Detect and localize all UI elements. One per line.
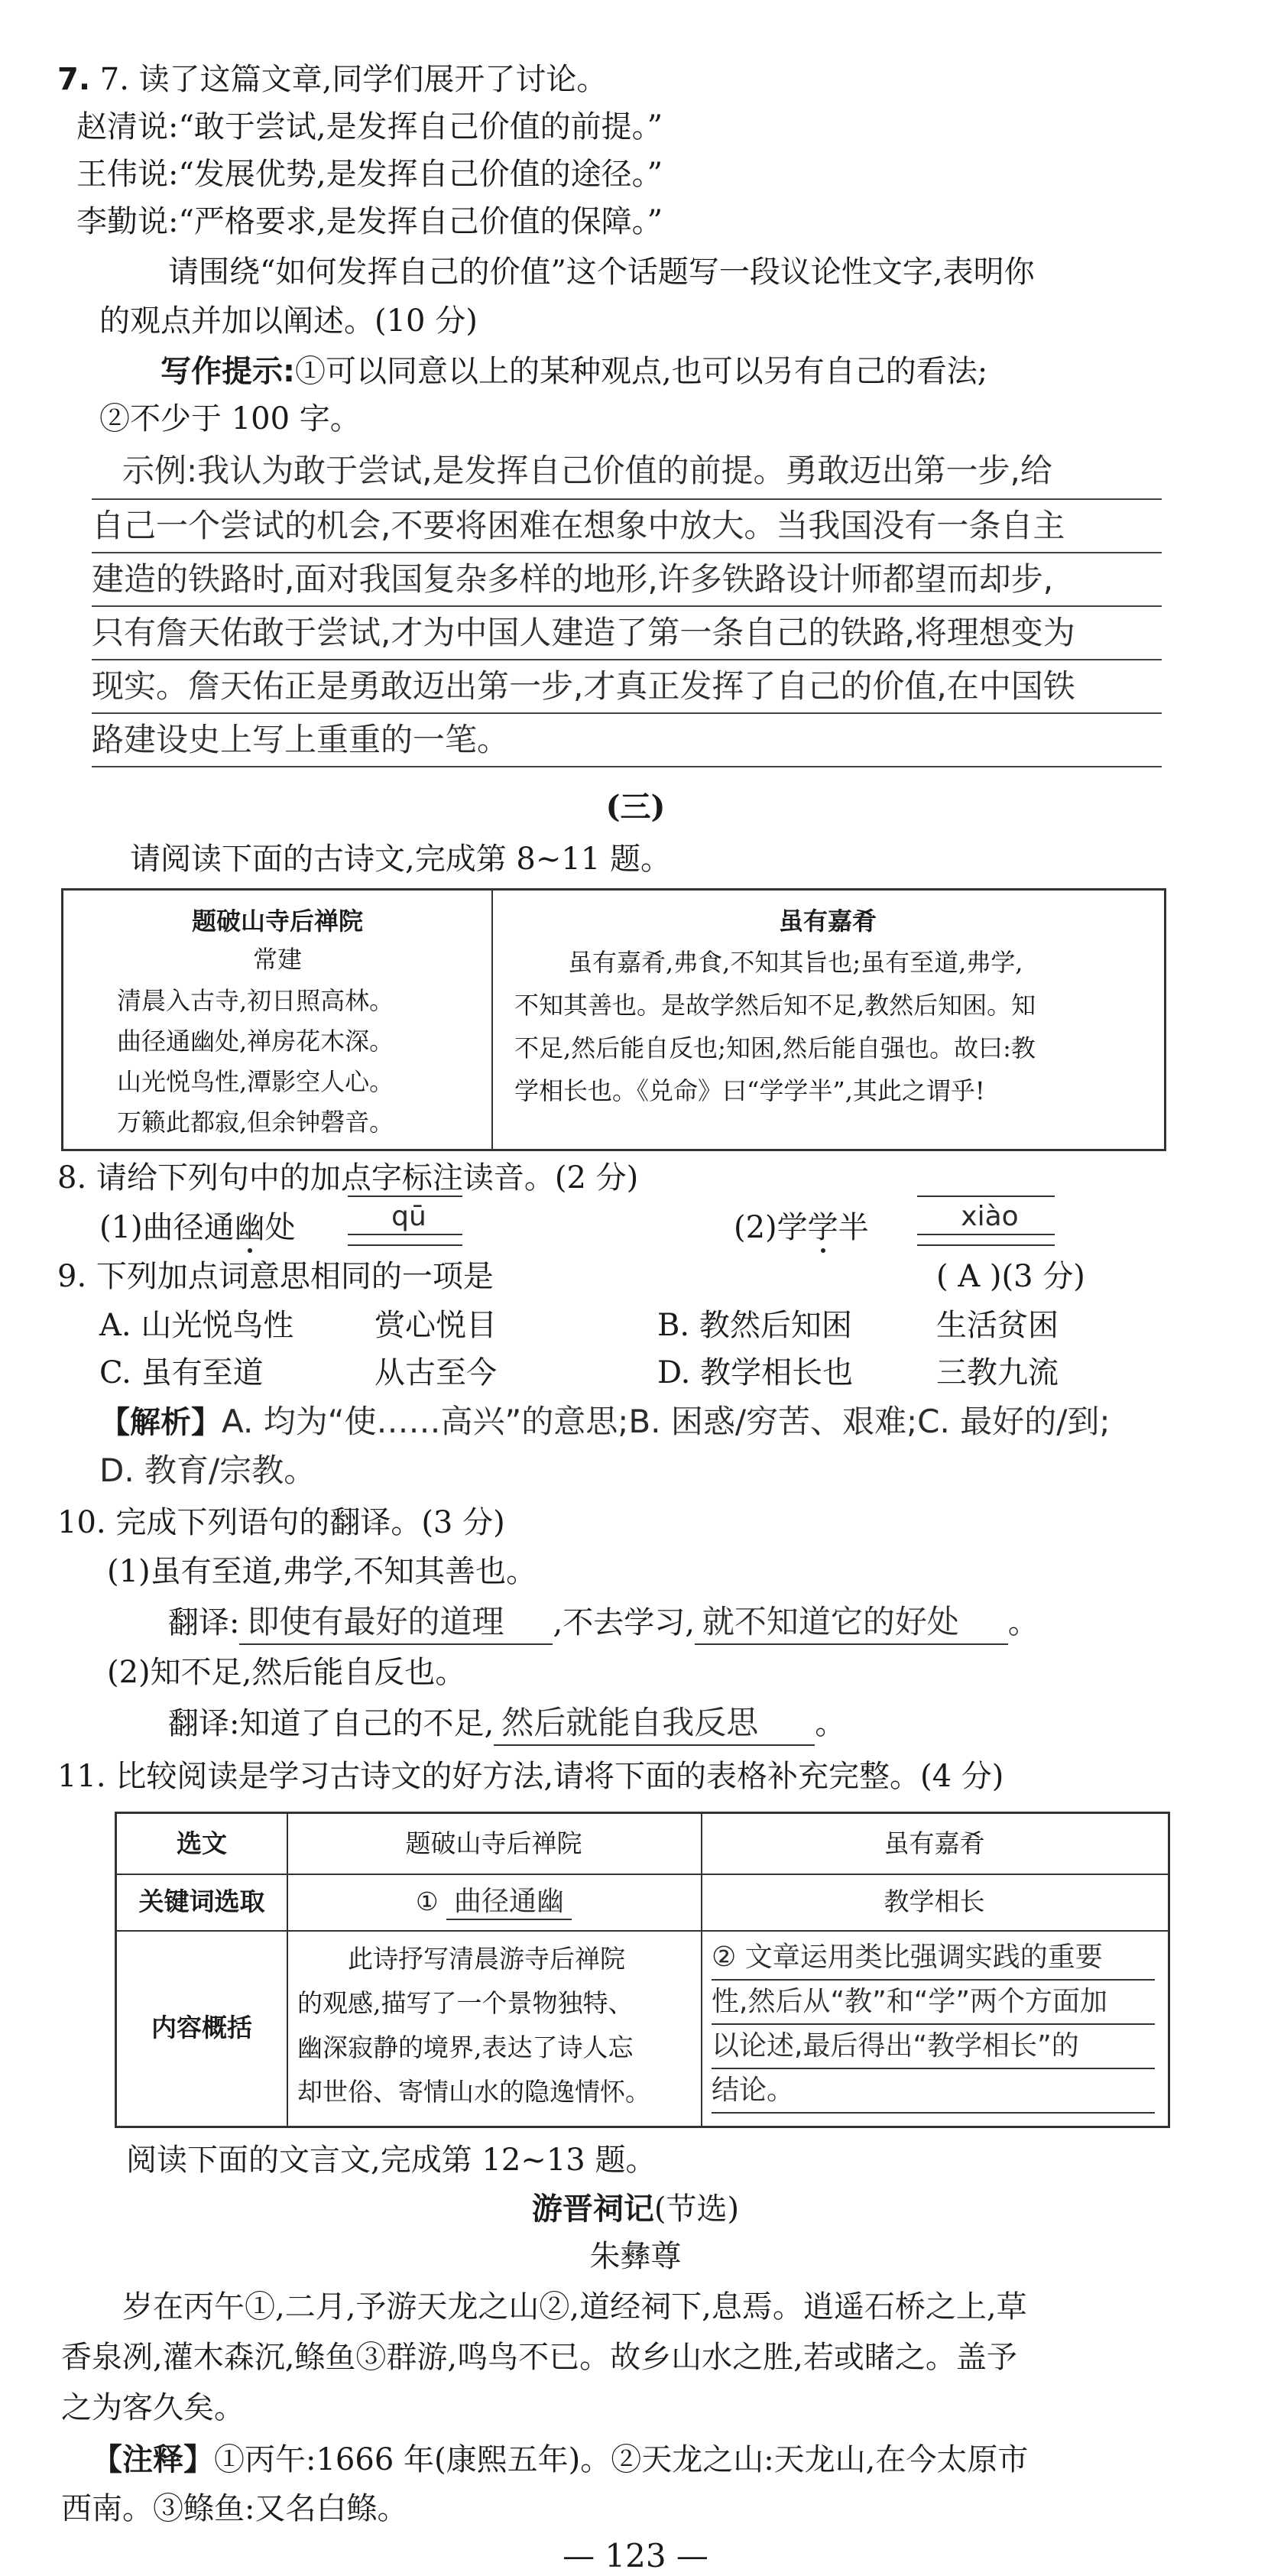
pinyin-line <box>917 1196 1055 1197</box>
q11-row2-col2-line-1: 此诗抒写清晨游寺后禅院 <box>348 1944 625 1974</box>
q11-row2-label: 内容概括 <box>151 2013 252 2042</box>
q9-option-c2: 从古至今 <box>374 1355 497 1390</box>
q11-table <box>115 1812 1170 2128</box>
table-divider <box>287 1814 288 2126</box>
reading-notes-2: 西南。③鲦鱼:又名白鲦。 <box>61 2491 408 2526</box>
answer-rule <box>92 659 1162 660</box>
q11-row1-col2: ① 曲径通幽 <box>287 1885 701 1919</box>
reading-paragraph-1: 岁在丙午①,二月,予游天龙之山②,道经祠下,息焉。逍遥石桥之上,草 <box>122 2289 1027 2325</box>
q7-answer-5: 现实。詹天佑正是勇敢迈出第一步,才真正发挥了自己的价值,在中国铁 <box>92 667 1075 705</box>
q8-dotted-char-1: 幽 <box>234 1210 265 1245</box>
pinyin-line <box>348 1234 462 1235</box>
prose-line-4: 学相长也。《兑命》曰“学学半”,其此之谓乎! <box>514 1076 985 1105</box>
q10-sentence-1: (1)虽有至道,弗学,不知其善也。 <box>107 1554 537 1589</box>
q9-option-a: A. 山光悦鸟性 <box>99 1308 294 1343</box>
q7-answer-2: 自己一个尝试的机会,不要将困难在想象中放大。当我国没有一条自主 <box>92 507 1065 544</box>
q7-line-3: 李勤说:“严格要求,是发挥自己价值的保障。” <box>76 204 663 239</box>
q11-row2-col3-line-1: ② 文章运用类比强调实践的重要 <box>712 1942 1103 1973</box>
q7-answer-3: 建造的铁路时,面对我国复杂多样的地形,许多铁路设计师都望而却步, <box>92 560 1054 598</box>
section-intro: 请阅读下面的古诗文,完成第 8~11 题。 <box>130 842 672 877</box>
q7-answer-1: 示例:我认为敢于尝试,是发挥自己价值的前提。勇敢迈出第一步,给 <box>122 452 1052 489</box>
q10-sentence-2: (2)知不足,然后能自反也。 <box>107 1655 466 1690</box>
q9-answer: ( A )(3 分) <box>936 1259 1085 1294</box>
pinyin-line <box>917 1244 1055 1246</box>
page-number: — 123 — <box>563 2537 708 2574</box>
pinyin-line <box>348 1244 462 1246</box>
q9-option-b: B. 教然后知困 <box>657 1308 852 1343</box>
section-heading: (三) <box>605 789 666 825</box>
q11-header-col3: 虽有嘉肴 <box>884 1828 985 1858</box>
q9-option-d: D. 教学相长也 <box>657 1355 854 1390</box>
prose-title: 虽有嘉肴 <box>778 907 877 936</box>
answer-rule <box>92 712 1162 714</box>
reading-author: 朱彝尊 <box>589 2239 682 2274</box>
q11-row2-col2-line-3: 幽深寂静的境界,表达了诗人忘 <box>297 2033 634 2062</box>
reading-paragraph-3: 之为客久矣。 <box>61 2390 245 2425</box>
q8-answer-1: qū <box>391 1201 426 1232</box>
poem-line-1: 清晨入古寺,初日照高林。 <box>117 986 394 1015</box>
q11-row1-col3: 教学相长 <box>884 1887 985 1916</box>
q7-answer-6: 路建设史上写上重重的一笔。 <box>92 721 510 758</box>
q11-header-col2: 题破山寺后禅院 <box>405 1828 582 1858</box>
answer-rule <box>712 2112 1155 2114</box>
poem-line-4: 万籁此都寂,但余钟磬音。 <box>117 1108 394 1137</box>
q7-hint <box>160 352 987 391</box>
answer-rule <box>92 605 1162 607</box>
q10-translation-1: 翻译: 即使有最好的道理 ,不去学习, 就不知道它的好处 。 <box>168 1602 1039 1645</box>
reading-notes: 【注释】①丙午:1666 年(康熙五年)。②天龙之山:天龙山,在今太原市 <box>92 2442 1029 2477</box>
poem-line-2: 曲径通幽处,禅房花木深。 <box>117 1027 394 1056</box>
q8-title: 8. 请给下列句中的加点字标注读音。(2 分) <box>57 1160 639 1196</box>
answer-rule <box>92 498 1162 500</box>
q9-analysis: 【解析】A. 均为“使……高兴”的意思;B. 困惑/穷苦、艰难;C. 最好的/到; <box>99 1403 1111 1440</box>
q11-header-col1: 选文 <box>177 1828 227 1858</box>
prose-line-2: 不知其善也。是故学然后知不足,教然后知困。知 <box>514 991 1036 1020</box>
q7-prompt-1: 请围绕“如何发挥自己的价值”这个话题写一段议论性文字,表明你 <box>168 255 1035 290</box>
q7-title: 7. 7. 读了这篇文章,同学们展开了讨论。 <box>57 62 608 97</box>
q8-answer-2: xiào <box>961 1201 1019 1232</box>
q9-option-a2: 赏心悦目 <box>374 1308 497 1343</box>
reading-intro: 阅读下面的文言文,完成第 12~13 题。 <box>126 2143 657 2178</box>
prose-line-3: 不足,然后能自反也;知困,然后能自强也。故曰:教 <box>514 1033 1036 1063</box>
answer-rule <box>712 1979 1155 1981</box>
answer-rule <box>92 766 1162 767</box>
poem-author: 常建 <box>252 945 302 974</box>
poem-title: 题破山寺后禅院 <box>191 907 363 936</box>
reading-title: 游晋祠记(节选) <box>531 2192 740 2227</box>
table-row-line <box>117 1874 1168 1875</box>
q11-row2-col2-line-2: 的观感,描写了一个景物独特、 <box>297 1988 634 2018</box>
q7-hint-label: 写作提示: <box>160 354 295 389</box>
pinyin-line <box>917 1234 1055 1235</box>
q7-answer-4: 只有詹天佑敢于尝试,才为中国人建造了第一条自己的铁路,将理想变为 <box>92 614 1075 651</box>
answer-rule <box>712 2068 1155 2069</box>
q10-title: 10. 完成下列语句的翻译。(3 分) <box>57 1505 505 1540</box>
q11-row1-label: 关键词选取 <box>138 1887 265 1916</box>
answer-rule <box>712 2023 1155 2025</box>
poem-line-3: 山光悦鸟性,潭影空人心。 <box>117 1067 394 1096</box>
q11-title: 11. 比较阅读是学习古诗文的好方法,请将下面的表格补充完整。(4 分) <box>57 1759 1004 1794</box>
q8-item-2: (2)学学半 <box>734 1210 869 1245</box>
poem-table <box>61 888 1166 1151</box>
q9-option-b2: 生活贫困 <box>936 1308 1059 1343</box>
prose-line-1: 虽有嘉肴,弗食,不知其旨也;虽有至道,弗学, <box>568 948 1023 977</box>
q11-row2-col2-line-4: 却世俗、寄情山水的隐逸情怀。 <box>297 2077 650 2107</box>
q11-answer-1: 曲径通幽 <box>446 1886 572 1920</box>
q7-prompt-2: 的观点并加以阐述。(10 分) <box>99 303 478 339</box>
q11-row2-col3-line-2: 性,然后从“教”和“学”两个方面加 <box>712 1986 1108 2017</box>
q7-line-1: 赵清说:“敢于尝试,是发挥自己价值的前提。” <box>76 109 663 144</box>
q7-hint-1: ①可以同意以上的某种观点,也可以另有自己的看法; <box>295 354 988 389</box>
table-row-line <box>117 1930 1168 1932</box>
q9-title: 9. 下列加点词意思相同的一项是 <box>57 1259 494 1294</box>
q8-item-1: (1)曲径通幽处 <box>99 1210 296 1245</box>
pinyin-line <box>348 1196 462 1197</box>
q11-row2-col3-line-3: 以论述,最后得出“教学相长”的 <box>712 2030 1079 2062</box>
table-divider <box>701 1814 702 2126</box>
answer-rule <box>92 552 1162 553</box>
q9-analysis-2: D. 教育/宗教。 <box>99 1452 316 1489</box>
q11-row2-col3-line-4: 结论。 <box>712 2075 795 2106</box>
q10-translation-2: 翻译:知道了自己的不足, 然后就能自我反思 。 <box>168 1703 845 1746</box>
q7-hint-2: ②不少于 100 字。 <box>99 401 361 436</box>
q7-line-2: 王伟说:“发展优势,是发挥自己价值的途径。” <box>76 157 663 192</box>
q8-dotted-char-2: 学 <box>807 1210 838 1245</box>
reading-paragraph-2: 香泉冽,灌木森沉,鲦鱼③群游,鸣鸟不已。故乡山水之胜,若或睹之。盖予 <box>61 2340 1017 2375</box>
q9-option-d2: 三教九流 <box>936 1355 1059 1390</box>
q9-option-c: C. 虽有至道 <box>99 1355 264 1390</box>
